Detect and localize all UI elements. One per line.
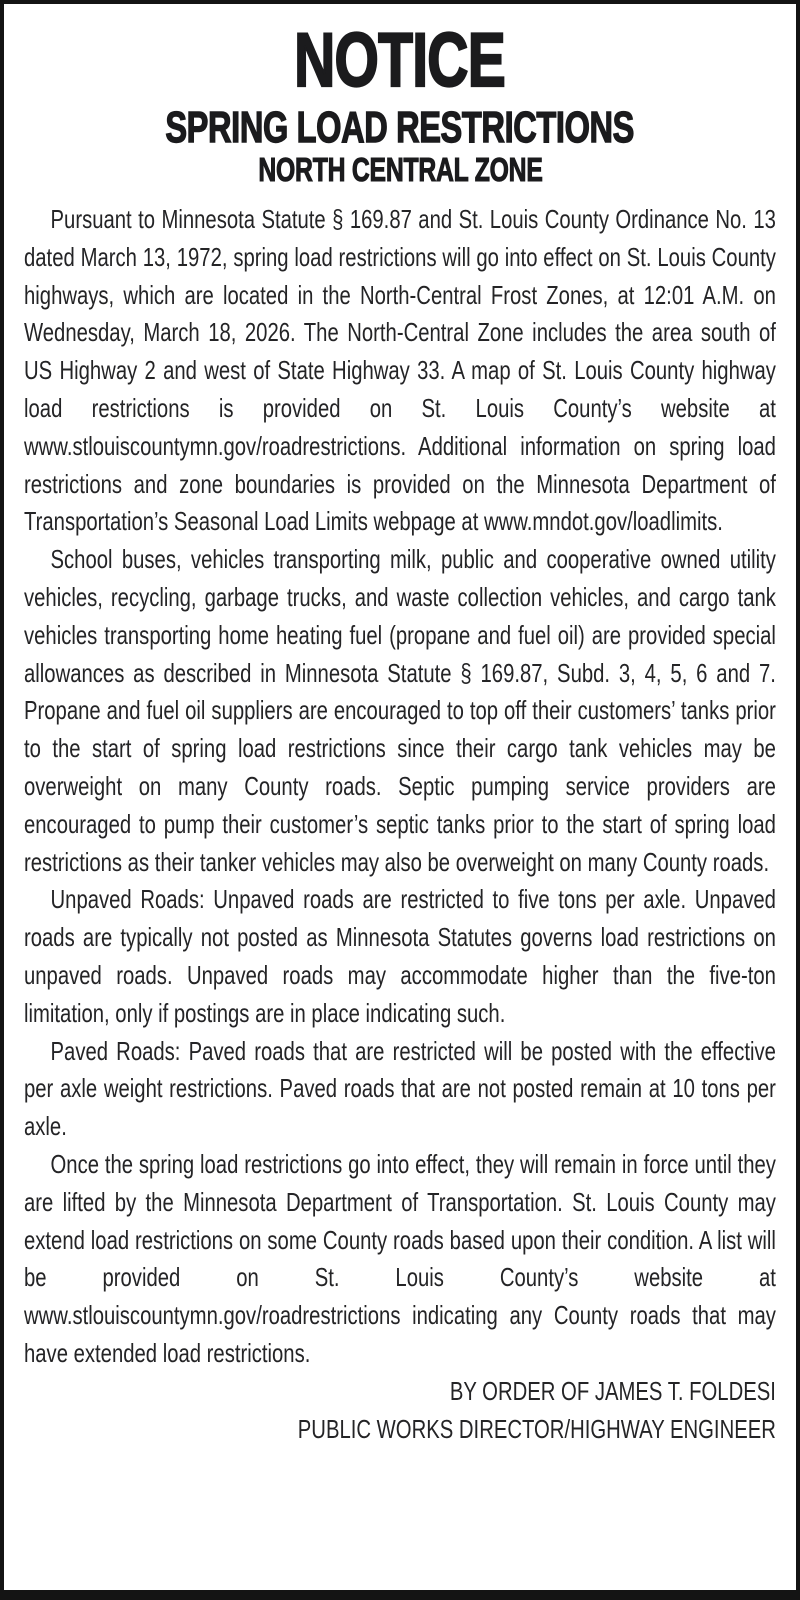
notice-masthead <box>24 14 776 187</box>
notice-paragraph-special-allowances: School buses, vehicles transporting milk, public and cooperative owned utility vehicles, recycling, garbage trucks, and waste collection vehicles, and cargo tank vehicles transporting home heating fuel (propane and fuel oil) are provided special allowances as described in Minnesota Statute § 169.87, Subd. 3, 4, 5, 6 and 7. Propane and fuel oil suppliers are encouraged to top off their customers’ tanks prior to the start of spring load restrictions since their cargo tank vehicles may be overweight on many County roads. Septic pumping service providers are encouraged to pump their customer’s septic tanks prior to the start of spring load restrictions as their tanker vehicles may also be overweight on many County roads. <box>24 544 776 877</box>
notice-title: NOTICE <box>294 18 506 103</box>
signature-by-order: BY ORDER OF JAMES T. FOLDESI <box>449 1375 776 1406</box>
notice-zone-row <box>24 150 776 187</box>
notice-subtitle-row <box>24 98 776 150</box>
notice-title-row <box>24 14 776 103</box>
notice-body <box>24 201 776 1448</box>
notice-zone: NORTH CENTRAL ZONE <box>257 151 543 188</box>
signature-title: PUBLIC WORKS DIRECTOR/HIGHWAY ENGINEER <box>297 1413 776 1444</box>
notice-paragraph-pursuant: Pursuant to Minnesota Statute § 169.87 and St. Louis County Ordinance No. 13 dated March 13, 1972, spring load restrictions will go into effect on St. Louis County highways, which are located in the North-Central Frost Zones, at 12:01 A.M. on Wednesday, March 18, 2026. The North-Central Zone includes the area south of US Highway 2 and west of State Highway 33. A map of St. Louis County highway load restrictions is provided on St. Louis County’s website at www.stlouiscountymn.gov/roadrestrictions. Additional information on spring load restrictions and zone boundaries is provided on the Minnesota Department of Transportation’s Seasonal Load Limits webpage at www.mndot.gov/loadlimits. <box>24 204 776 537</box>
notice-paragraph-paved-roads: Paved Roads: Paved roads that are restricted will be posted with the effective per axle weight restrictions. Paved roads that are not posted remain at 10 tons per axle. <box>24 1035 776 1142</box>
notice-paragraph-unpaved-roads: Unpaved Roads: Unpaved roads are restricted to five tons per axle. Unpaved roads are typically not posted as Minnesota Statutes governs load restrictions on unpaved roads. Unpaved roads may accommodate higher than the five-ton limitation, only if postings are in place indicating such. <box>24 884 776 1028</box>
notice-paragraph-duration: Once the spring load restrictions go into effect, they will remain in force until they are lifted by the Minnesota Department of Transportation. St. Louis County may extend load restrictions on some County roads based upon their condition. A list will be provided on St. Louis County’s website at www.stlouiscountymn.gov/roadrestrictions indicating any County roads that may have extended load restrictions. <box>24 1148 776 1368</box>
notice-subtitle: SPRING LOAD RESTRICTIONS <box>165 103 635 152</box>
